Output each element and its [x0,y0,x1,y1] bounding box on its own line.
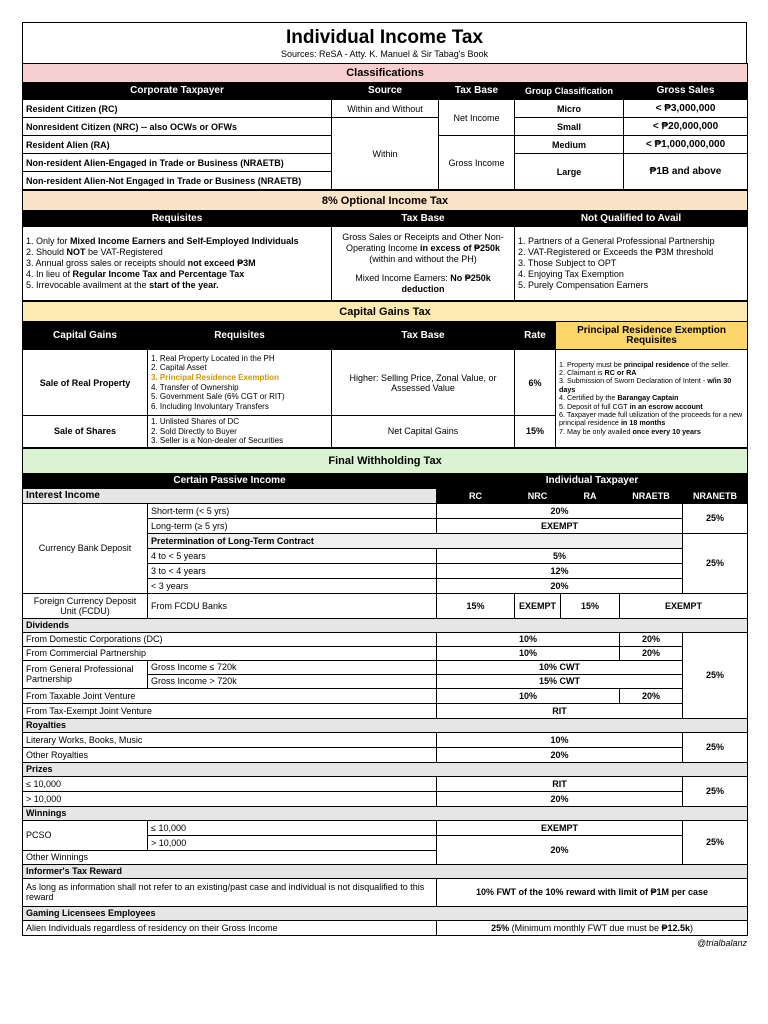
sh-req-item: 1. Unlisted Shares of DC [151,417,240,426]
cheat-sheet [22,22,747,948]
div-tjv: From Taxable Joint Venture [23,688,437,703]
rp-req-item-highlight: 3. Principal Residence Exemption [151,372,280,382]
col-group-classification: Group Classification [515,83,624,100]
pre-text: 5. Deposit of full CGT [559,401,630,411]
notq-item: 3. Those Subject to OPT [518,258,617,268]
req-bold: Mixed Income Earners and Self-Employed Individuals [70,236,299,246]
sales-small: < ₱20,000,000 [624,118,748,136]
pre-text: 3. Submission of Sworn Declaration of Intent - [559,376,708,386]
req-bold: Regular Income Tax and Percentage Tax [72,269,245,279]
req-bold: start of the year. [149,280,219,290]
section-interest-income: Interest Income [23,488,437,503]
section-winnings: Winnings [23,806,748,820]
gaming-rate-bold: 25% [491,922,510,933]
pre-bold: in an escrow account [629,401,703,411]
pre-bold: once every 10 years [632,426,701,436]
pre-text: 1. Property must be [559,359,624,369]
sales-medium: < ₱1,000,000,000 [624,136,748,154]
sh-rate: 15% [515,416,556,448]
sources-line: Sources: ReSA - Atty. K. Manuel & Sir Tabag's Book [281,49,488,59]
cgt-band: Capital Gains Tax [23,302,748,322]
source-within-without: Within and Without [332,100,439,118]
pre-bold: in 18 months [620,418,666,428]
pre-requisites [556,350,748,448]
header [22,22,747,63]
gaming-rate [437,920,748,935]
long-term-rate: EXEMPT [437,518,683,533]
col-passive-income: Certain Passive Income [23,473,437,488]
col-tax-base: Tax Base [439,83,515,100]
col-source: Source [332,83,439,100]
pre-bold: Barangay Captain [617,393,679,403]
rate-lt-3: 20% [437,578,683,593]
fwt-band: Final Withholding Tax [23,448,748,473]
taxpayer-nrc: Nonresident Citizen (NRC) -- also OCWs or OFWs [23,118,332,136]
cgt-table [22,301,748,448]
pcso-gt-10k: > 10,000 [148,835,437,850]
gi-le-rate: 10% CWT [437,660,683,674]
sale-shares: Sale of Shares [23,416,148,448]
rp-req-item: 4. Transfer of Ownership [151,382,239,392]
div-tejv: From Tax-Exempt Joint Venture [23,703,437,718]
gi-gt-720k: Gross Income > 720k [148,674,437,688]
base-net-income: Net Income [439,100,515,136]
gi-le-720k: Gross Income ≤ 720k [148,660,437,674]
term-lt-3: < 3 years [148,578,437,593]
short-term: Short-term (< 5 yrs) [148,503,437,518]
optional-not-qualified [515,227,748,301]
fcdu-banks: From FCDU Banks [148,593,437,618]
source-within: Within [332,118,439,190]
fwt-table [22,448,748,936]
req-text: 4. In lieu of [26,269,73,279]
col-requisites: Requisites [148,322,332,350]
page-title: Individual Income Tax [285,27,484,48]
base-gross-income: Gross Income [439,136,515,190]
base-text: Gross Sales or Receipts and Other Non-Operating Income [342,232,504,253]
taxpayer-rc: Resident Citizen (RC) [23,100,332,118]
prize-le-10k: ≤ 10,000 [23,776,437,791]
fcdu-rc: 15% [437,593,515,618]
win-nranetb-rate: 25% [683,820,748,864]
col-nraetb: NRAETB [620,488,683,503]
roy-other: Other Royalties [23,747,437,762]
roy-nranetb-rate: 25% [683,732,748,762]
pre-text: 2. Claimant is [559,367,605,377]
col-requisites: Requisites [23,211,332,227]
roy-literary-rate: 10% [437,732,683,747]
div-dc: From Domestic Corporations (DC) [23,632,437,646]
div-nranetb-rate: 25% [683,632,748,718]
currency-bank-deposit: Currency Bank Deposit [23,503,148,593]
section-prizes: Prizes [23,762,748,776]
col-corporate-taxpayer: Corporate Taxpayer [23,83,332,100]
group-large: Large [515,154,624,190]
col-capital-gains: Capital Gains [23,322,148,350]
base-text: Mixed Income Earners: [355,273,451,283]
rp-req-item: 1. Real Property Located in the PH [151,353,275,363]
div-tjv-rate: 10% [437,688,620,703]
col-nranetb: NRANETB [683,488,748,503]
col-rate: Rate [515,322,556,350]
prize-gt-10k: > 10,000 [23,791,437,806]
term-3-to-4: 3 to < 4 years [148,563,437,578]
col-tax-base: Tax Base [332,322,515,350]
col-not-qualified: Not Qualified to Avail [515,211,748,227]
nranetb-rate: 25% [683,533,748,593]
req-bold: NOT [66,247,86,257]
section-royalties: Royalties [23,718,748,732]
roy-literary: Literary Works, Books, Music [23,732,437,747]
short-term-rate: 20% [437,503,683,518]
taxpayer-nraetb: Non-resident Alien-Engaged in Trade or Business (NRAETB) [23,154,332,172]
pre-text: 7. May be only availed [559,426,633,436]
sh-requisites [148,416,332,448]
notq-item: 5. Purely Compensation Earners [518,280,649,290]
rate-4-to-5: 5% [437,548,683,563]
div-cp-rate: 10% [437,646,620,660]
div-tjv-nraetb: 20% [620,688,683,703]
col-ra: RA [561,488,620,503]
taxpayer-nranetb: Non-resident Alien-Not Engaged in Trade or Business (NRAETB) [23,172,332,190]
req-text: be VAT-Registered [85,247,163,257]
req-bold: not exceed ₱3M [187,258,256,268]
base-text: (within and without the PH) [369,254,477,264]
div-dc-nraetb: 20% [620,632,683,646]
req-text: 1. Only for [26,236,71,246]
pre-bold: w/in 30 days [559,376,732,394]
informer-desc: As long as information shall not refer to an existing/past case and individual is not disqualified to this reward [23,878,437,906]
optional-tax-base [332,227,515,301]
pre-bold: RC or RA [604,367,637,377]
col-rc: RC [437,488,515,503]
rp-req-item: 5. Government Sale (6% CGT or RIT) [151,392,285,402]
classifications-table [22,63,748,190]
div-gpp: From General Professional Partnership [23,660,148,688]
col-individual-taxpayer: Individual Taxpayer [437,473,748,488]
col-tax-base: Tax Base [332,211,515,227]
prize-le-rate: RIT [437,776,683,791]
pre-text: of the seller. [689,359,730,369]
optional-requisites [23,227,332,301]
pcso-le-10k: ≤ 10,000 [148,820,437,835]
nranetb-rate: 25% [683,503,748,533]
author-handle: @trialbalanz [696,937,747,948]
prize-gt-rate: 20% [437,791,683,806]
sh-req-item: 3. Seller is a Non-dealer of Securities [151,436,284,446]
notq-item: 1. Partners of a General Professional Partnership [518,236,715,246]
taxpayer-ra: Resident Alien (RA) [23,136,332,154]
win-pcso: PCSO [23,820,148,850]
sales-large: ₱1B and above [624,154,748,190]
rp-tax-base: Higher: Selling Price, Zonal Value, or Assessed Value [332,350,515,416]
informer-rate: 10% FWT of the 10% reward with limit of ₱1M per case [437,878,748,906]
rp-requisites [148,350,332,416]
base-bold: No ₱250k deduction [401,273,491,294]
pretermination-heading: Pretermination of Long-Term Contract [148,533,683,548]
group-small: Small [515,118,624,136]
sale-real-property: Sale of Real Property [23,350,148,416]
roy-other-rate: 20% [437,747,683,762]
gaming-rate-text: (Minimum monthly FWT due must be [509,922,662,933]
section-dividends: Dividends [23,618,748,632]
gaming-rate-text: ) [689,922,693,933]
col-pre-requisites: Principal Residence Exemption Requisites [556,322,748,350]
req-text: 5. Irrevocable availment at the [26,280,150,290]
win-other: Other Winnings [23,850,437,864]
fcdu: Foreign Currency Deposit Unit (FCDU) [23,593,148,618]
optional-band: 8% Optional Income Tax [23,191,748,211]
sh-tax-base: Net Capital Gains [332,416,515,448]
pre-text: 4. Certified by the [559,393,618,403]
rp-req-item: 6. Including Involuntary Transfers [151,401,269,411]
prize-nranetb-rate: 25% [683,776,748,806]
optional-tax-table [22,190,748,301]
div-cp: From Commercial Partnership [23,646,437,660]
req-text: 3. Annual gross sales or receipts should [26,258,188,268]
req-text: 2. Should [26,247,67,257]
gi-gt-rate: 15% CWT [437,674,683,688]
section-gaming: Gaming Licensees Employees [23,906,748,920]
fcdu-ra: 15% [561,593,620,618]
group-medium: Medium [515,136,624,154]
div-cp-nraetb: 20% [620,646,683,660]
gaming-desc: Alien Individuals regardless of residency on their Gross Income [23,920,437,935]
long-term: Long-term (≥ 5 yrs) [148,518,437,533]
pre-bold: principal residence [623,359,690,369]
notq-item: 2. VAT-Registered or Exceeds the ₱3M threshold [518,247,714,257]
sales-micro: < ₱3,000,000 [624,100,748,118]
gaming-rate-bold: ₱12.5k [661,922,690,933]
section-informer: Informer's Tax Reward [23,864,748,878]
pcso-le-rate: EXEMPT [437,820,683,835]
term-4-to-5: 4 to < 5 years [148,548,437,563]
win-gt-rate: 20% [437,835,683,864]
col-nrc: NRC [515,488,561,503]
base-bold: in excess of ₱250k [419,243,501,253]
notq-item: 4. Enjoying Tax Exemption [518,269,624,279]
rp-rate: 6% [515,350,556,416]
fcdu-nra: EXEMPT [620,593,748,618]
rp-req-item: 2. Capital Asset [151,363,207,373]
div-dc-rate: 10% [437,632,620,646]
pre-text: 6. Taxpayer made full utilization of the proceeds for a new principal residence [559,410,743,428]
col-gross-sales: Gross Sales [624,83,748,100]
rate-3-to-4: 12% [437,563,683,578]
classifications-band: Classifications [23,64,748,83]
fcdu-nrc: EXEMPT [515,593,561,618]
group-micro: Micro [515,100,624,118]
sh-req-item: 2. Sold Directly to Buyer [151,426,237,436]
div-tejv-rate: RIT [437,703,683,718]
